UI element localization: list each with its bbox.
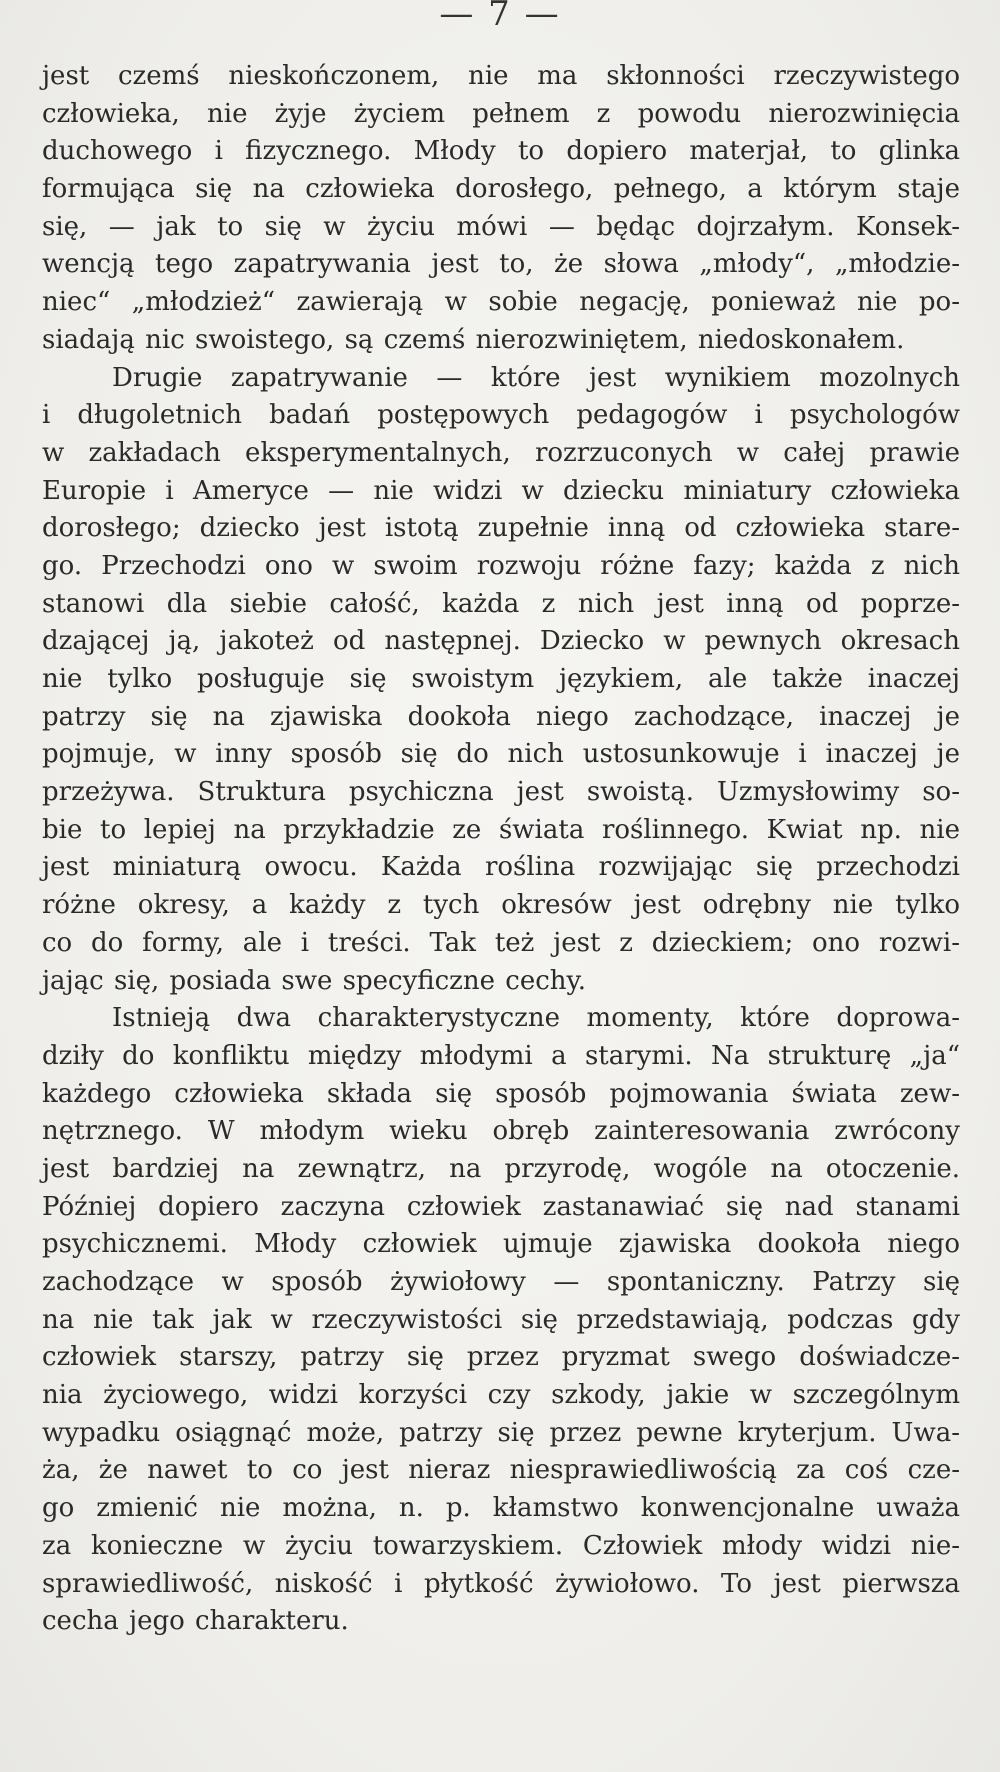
text-line: się, — jak to się w życiu mówi — będąc dojrzałym. Konsek- xyxy=(42,211,960,242)
text-line: dzającej ją, jakoteż od następnej. Dziecko w pewnych okresach xyxy=(42,626,960,657)
text-line: przeżywa. Struktura psychiczna jest swoistą. Uzmysłowimy so- xyxy=(42,777,960,808)
text-line: różne okresy, a każdy z tych okresów jest odrębny nie tylko xyxy=(42,890,960,921)
text-line: Później dopiero zaczyna człowiek zastanawiać się nad stanami xyxy=(42,1191,960,1222)
text-line: go. Przechodzi ono w swoim rozwoju różne fazy; każda z nich xyxy=(42,550,960,581)
text-line: dziły do konfliktu między młodymi a starymi. Na strukturę „ja“ xyxy=(42,1040,960,1071)
text-line: patrzy się na zjawiska dookoła niego zachodzące, inaczej je xyxy=(42,701,960,732)
text-line: nętrznego. W młodym wieku obręb zainteresowania zwrócony xyxy=(42,1116,960,1147)
text-line: za konieczne w życiu towarzyskiem. Człowiek młody widzi nie- xyxy=(42,1530,960,1561)
text-line: jest miniaturą owocu. Każda roślina rozwijając się przechodzi xyxy=(42,852,960,883)
text-line: Drugie zapatrywanie — które jest wynikiem mozolnych xyxy=(112,362,960,393)
text-line: człowiek starszy, patrzy się przez pryzmat swego doświadcze- xyxy=(42,1342,960,1373)
text-line: co do formy, ale i treści. Tak też jest z dzieckiem; ono rozwi- xyxy=(42,927,960,958)
text-line: każdego człowieka składa się sposób pojmowania świata zew- xyxy=(42,1078,960,1109)
text-line: bie to lepiej na przykładzie ze świata roślinnego. Kwiat np. nie xyxy=(42,814,960,845)
text-line: na nie tak jak w rzeczywistości się przedstawiają, podczas gdy xyxy=(42,1304,960,1335)
text-line: nie tylko posługuje się swoistym językiem, ale także inaczej xyxy=(42,664,960,694)
text-line: siadają nic swoistego, są czemś nierozwiniętem, niedoskonałem. xyxy=(42,324,905,355)
text-line: jając się, posiada swe specyficzne cechy. xyxy=(42,965,587,996)
text-line: stanowi dla siebie całość, każda z nich jest inną od poprze- xyxy=(42,588,960,619)
text-line: sprawiedliwość, niskość i płytkość żywiołowo. To jest pierwsza xyxy=(42,1568,960,1599)
text-line: Istnieją dwa charakterystyczne momenty, które doprowa- xyxy=(112,1003,960,1034)
text-line: nia życiowego, widzi korzyści czy szkody, jakie w szczególnym xyxy=(42,1380,960,1411)
text-line: człowieka, nie żyje życiem pełnem z powodu nierozwinięcia xyxy=(42,98,960,129)
text-line: ża, że nawet to co jest nieraz niesprawiedliwością za coś cze- xyxy=(42,1455,960,1486)
text-line: go zmienić nie można, n. p. kłamstwo konwencjonalne uważa xyxy=(42,1493,960,1524)
text-line: pojmuje, w inny sposób się do nich ustosunkowuje i inaczej je xyxy=(42,739,960,770)
text-line: dorosłego; dziecko jest istotą zupełnie inną od człowieka stare- xyxy=(42,513,960,544)
text-line: formująca się na człowieka dorosłego, pełnego, a którym staje xyxy=(42,174,960,205)
text-line: jest czemś nieskończonem, nie ma skłonności rzeczywistego xyxy=(42,61,960,91)
body-text xyxy=(42,58,960,1641)
text-line: psychicznemi. Młody człowiek ujmuje zjawiska dookoła niego xyxy=(42,1229,960,1260)
text-line: niec“ „młodzież“ zawierają w sobie negację, ponieważ nie po- xyxy=(42,287,960,318)
text-line: duchowego i fizycznego. Młody to dopiero materjał, to glinka xyxy=(42,136,960,167)
text-line: cecha jego charakteru. xyxy=(42,1606,349,1637)
text-line: wypadku osiągnąć może, patrzy się przez pewne kryterjum. Uwa- xyxy=(42,1417,960,1448)
text-line: wencją tego zapatrywania jest to, że słowa „młody“, „młodzie- xyxy=(42,249,960,280)
page-number: — 7 — xyxy=(439,0,561,34)
text-line: zachodzące w sposób żywiołowy — spontaniczny. Patrzy się xyxy=(42,1267,960,1297)
text-line: jest bardziej na zewnątrz, na przyrodę, wogóle na otoczenie. xyxy=(42,1153,960,1184)
text-line: i długoletnich badań postępowych pedagogów i psychologów xyxy=(42,400,960,431)
text-line: w zakładach eksperymentalnych, rozrzuconych w całej prawie xyxy=(42,437,960,468)
text-line: Europie i Ameryce — nie widzi w dziecku miniatury człowieka xyxy=(42,475,960,506)
